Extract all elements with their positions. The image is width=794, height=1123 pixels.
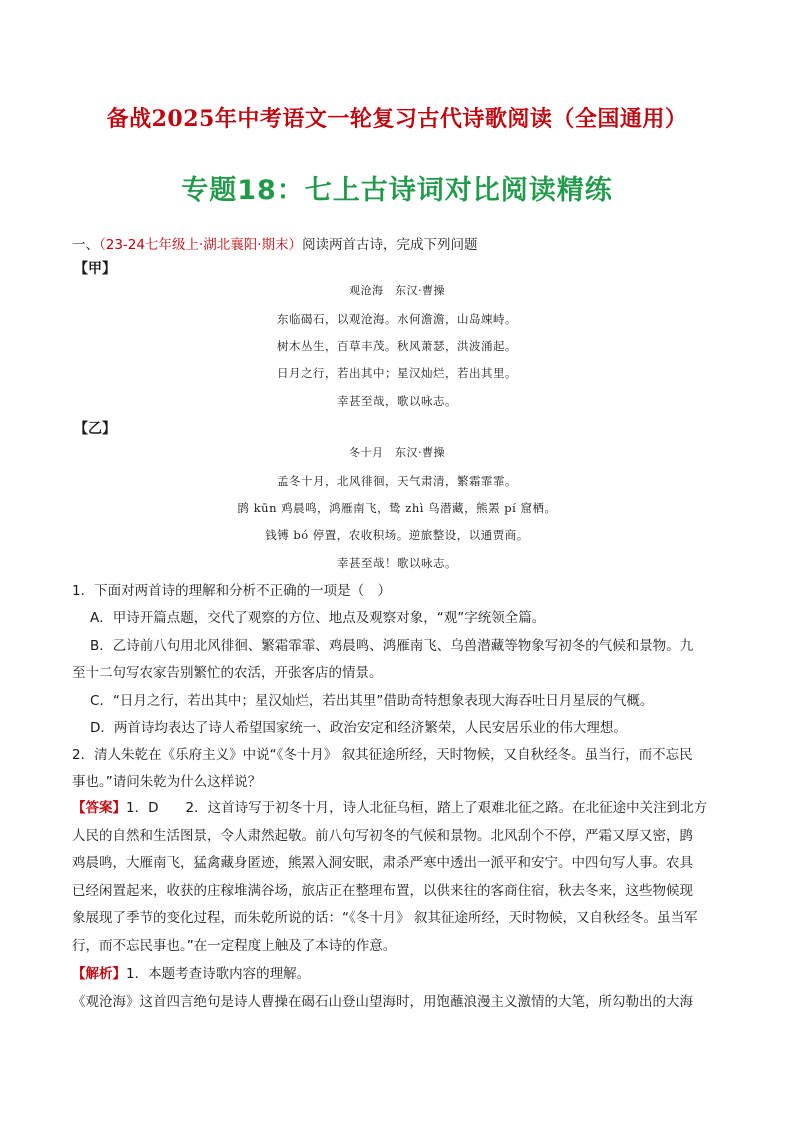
- section-prefix: 一、: [72, 237, 99, 253]
- document-title: 备战2025年中考语文一轮复习古代诗歌阅读（全国通用）: [106, 106, 688, 132]
- poem-b-line: 鹍 kūn 鸡晨鸣，鸿雁南飞，鸷 zhì 鸟潜藏，熊罴 pí 窟栖。: [237, 501, 557, 515]
- source-tag: （23-24七年级上·湖北襄阳·期末）: [99, 237, 303, 253]
- answer-line: 1．D 2．这首诗写于初冬十月，诗人北征乌桓，踏上了艰难北征之路。在北征途中关注到北方: [126, 800, 708, 816]
- topic-subtitle: 专题18：七上古诗词对比阅读精练: [181, 175, 613, 206]
- poem-a-line: 树木丛生，百草丰茂。秋风萧瑟，洪波涌起。: [277, 339, 517, 353]
- poem-b-label: 【乙】: [74, 421, 116, 437]
- poem-a-line: 东临碣石，以观沧海。水何澹澹，山岛竦峙。: [277, 312, 517, 326]
- answer-line: 行，而不忘民事也。”在一定程度上触及了本诗的作意。: [72, 937, 397, 954]
- answer-line: 已经闲置起来，收获的庄稼堆满谷场，旅店正在整理布置，以供来往的客商住宿，秋去冬来，这些物候现: [72, 882, 693, 899]
- analysis-block: [72, 961, 722, 1016]
- poem-b-line: 钱镈 bó 停置，农收积场。逆旅整设，以通贾商。: [265, 528, 529, 542]
- answer-tag: 【答案】: [72, 800, 126, 816]
- section-heading: [72, 236, 478, 254]
- question-1-option-b: B．乙诗前八句用北风徘徊、繁霜霏霏、鸡晨鸣、鸿雁南飞、乌兽潜藏等物象写初冬的气候和景物。九: [90, 638, 694, 654]
- analysis-tag: 【解析】: [72, 966, 126, 982]
- answer-line: 象展现了季节的变化过程，而朱乾所说的话：“《冬十月》 叙其征途所经，天时物候，又自秋经冬。虽当军: [72, 910, 698, 927]
- poem-a-title: 观沧海 东汉·曹操: [349, 284, 445, 297]
- question-1-option-a: A．甲诗开篇点题，交代了观察的方位、地点及观察对象，“观”字统领全篇。: [90, 610, 546, 626]
- poem-a-line: 日月之行，若出其中；星汉灿烂，若出其里。: [277, 366, 517, 380]
- section-instruction: 阅读两首古诗，完成下列问题: [302, 237, 478, 253]
- poem-b-line: 孟冬十月，北风徘徊，天气肃清，繁霜霏霏。: [277, 474, 517, 488]
- poem-b-title: 冬十月 东汉·曹操: [349, 446, 445, 459]
- question-1-stem: 1．下面对两首诗的理解和分析不正确的一项是（ ）: [72, 583, 392, 599]
- analysis-line: 《观沧海》这首四言绝句是诗人曹操在碣石山登山望海时，用饱蘸浪漫主义激情的大笔，所勾勒出的大海: [72, 993, 693, 1010]
- answer-line: 鸡晨鸣，大雁南飞，猛禽藏身匿迹，熊罴入洞安眠，肃杀严寒中透出一派平和安宁。中四句写人事。农具: [72, 855, 693, 872]
- analysis-line: 1．本题考查诗歌内容的理解。: [126, 966, 311, 982]
- question-2-line: 事也。”请问朱乾为什么这样说？: [72, 774, 262, 790]
- answer-block: [72, 795, 722, 961]
- answer-line: 人民的自然和生活图景，令人肃然起敬。前八句写初冬的气候和景物。北风刮个不停，严霜又厚又密，鹍: [72, 827, 693, 844]
- poem-b-line: 幸甚至哉！歌以咏志。: [337, 556, 457, 570]
- poem-a-label: 【甲】: [74, 261, 116, 277]
- poem-a-line: 幸甚至哉，歌以咏志。: [337, 394, 457, 408]
- question-1-option-c: C．“日月之行，若出其中；星汉灿烂，若出其里”借助奇特想象表现大海吞吐日月星辰的气概。: [90, 693, 654, 709]
- question-1-option-d: D．两首诗均表达了诗人希望国家统一、政治安定和经济繁荣，人民安居乐业的伟大理想。: [90, 720, 627, 736]
- question-1-option-b-cont: 至十二句写农家告别繁忙的农活，开张客店的情景。: [72, 665, 383, 681]
- question-2-line: 2．清人朱乾在《乐府主义》中说“《冬十月》 叙其征途所经，天时物候，又自秋经冬。虽当行，而不忘民: [72, 747, 693, 763]
